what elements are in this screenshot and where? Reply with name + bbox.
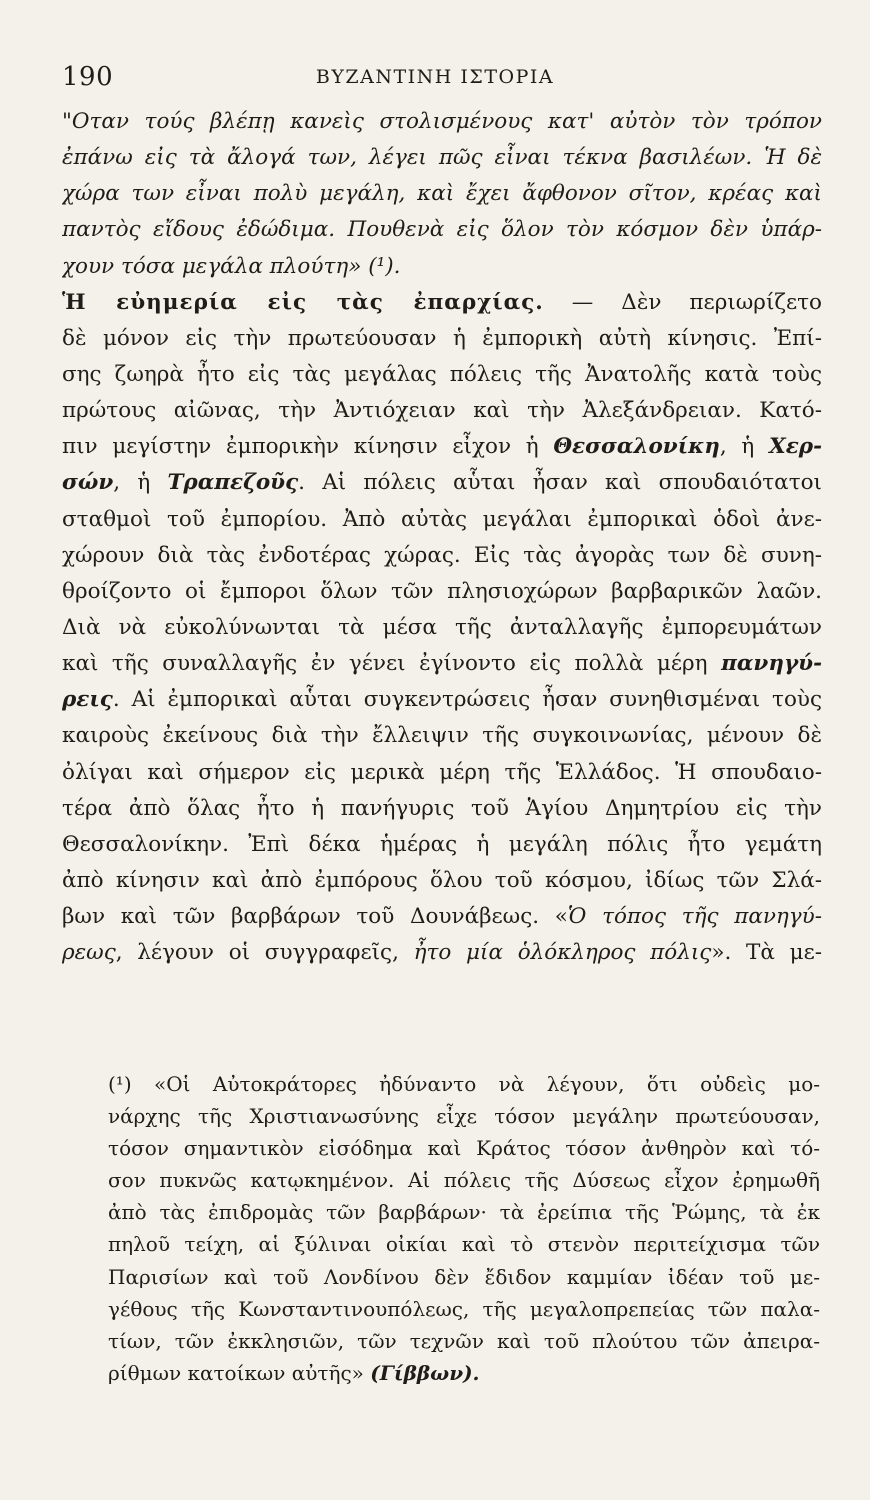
text-line: ὀλίγαι καὶ σήμερον εἰς μερικὰ μέρη τῆς Ἑλλάδος. Ἡ σπουδαιο- — [62, 759, 822, 785]
place-name: Τραπεζοῦς — [167, 470, 299, 496]
text-line: θροίζοντο οἱ ἔμποροι ὅλων τῶν πλησιοχώρων βαρβαρικῶν λαῶν. — [62, 578, 822, 604]
text-span: . Αἱ πόλεις αὗται ἦσαν καὶ σπουδαιότατοι — [298, 470, 822, 496]
footnote-line: ἀπὸ τὰς ἐπιδρομὰς τῶν βαρβάρων· τὰ ἐρείπια τῆς Ῥώμης, τὰ ἐκ — [108, 1200, 820, 1225]
text-line: χώρα των εἶναι πολὺ μεγάλη, καὶ ἔχει ἄφθονον σῖτον, κρέας καὶ — [62, 181, 822, 207]
emphasis-term: ρεις — [62, 687, 113, 713]
text-line: δὲ μόνον εἰς τὴν πρωτεύουσαν ἡ ἐμπορικὴ αὐτὴ κίνησις. Ἐπί- — [62, 325, 822, 351]
page-number: 190 — [62, 62, 114, 92]
text-span: — Δὲν περιωρίζετο — [571, 289, 822, 315]
footnote-line: σον πυκνῶς κατῳκημένον. Αἱ πόλεις τῆς Δύσεως εἶχον ἐρημωθῆ — [108, 1168, 820, 1193]
text-span: , ἡ — [719, 434, 755, 460]
text-span: ρίθμων κατοίκων αὐτῆς» — [108, 1360, 371, 1385]
text-span: . Αἱ ἐμπορικαὶ αὗται συγκεντρώσεις ἦσαν συνηθισμέναι τοὺς — [112, 687, 822, 713]
text-line — [62, 682, 822, 718]
quotation: Ὁ τόπος τῆς πανηγύ- — [567, 904, 822, 930]
text-line — [62, 935, 822, 971]
text-span: , ἡ — [113, 470, 151, 496]
main-text — [62, 104, 822, 971]
text-line — [62, 429, 822, 465]
text-span: , λέγουν οἱ συγγραφεῖς, — [115, 940, 414, 966]
text-line: τέρα ἀπὸ ὅλας ἦτο ἡ πανήγυρις τοῦ Ἁγίου Δημητρίου εἰς τὴν — [62, 795, 822, 821]
footnote-line: (¹) «Οἱ Αὐτοκράτορες ἠδύναντο νὰ λέγουν, ὅτι οὐδεὶς μο- — [108, 1072, 820, 1096]
footnote-line: τίων, τῶν ἐκκλησιῶν, τῶν τεχνῶν καὶ τοῦ πλούτου τῶν ἀπειρα- — [108, 1328, 820, 1353]
quotation: ἦτο μία ὁλόκληρος πόλις — [413, 940, 712, 966]
footnote-line: νάρχης τῆς Χριστιανωσύνης εἶχε τόσον μεγάλην πρωτεύουσαν, — [108, 1104, 820, 1129]
place-name: Χερ- — [769, 434, 822, 460]
text-line: ἐπάνω εἰς τὰ ἄλογά των, λέγει πῶς εἶναι τέκνα βασιλέων. Ἡ δὲ — [62, 145, 822, 171]
footnote-author: (Γίββων). — [370, 1360, 480, 1385]
footnote-line: τόσον σημαντικὸν εἰσόδημα καὶ Κράτος τόσον ἀνθηρὸν καὶ τό- — [108, 1136, 820, 1161]
footnote-line — [108, 1357, 820, 1389]
text-line: σταθμοὶ τοῦ ἐμπορίου. Ἀπὸ αὐτὰς μεγάλαι ἐμπορικαὶ ὁδοὶ ἀνε- — [62, 506, 822, 532]
text-line: χώρουν διὰ τὰς ἐνδοτέρας χώρας. Εἰς τὰς ἀγορὰς των δὲ συνη- — [62, 542, 822, 568]
place-name: σών — [62, 470, 114, 496]
text-span: βων καὶ τῶν βαρβάρων τοῦ Δουνάβεως. « — [62, 904, 568, 930]
text-line — [62, 899, 822, 935]
section-heading: Ἡ εὐημερία εἰς τὰς ἐπαρχίας. — [62, 289, 544, 315]
text-line — [62, 465, 822, 501]
text-line: Διὰ νὰ εὐκολύνωνται τὰ μέσα τῆς ἀνταλλαγῆς ἐμπορευμάτων — [62, 614, 822, 640]
text-line — [62, 646, 822, 682]
text-span: πιν μεγίστην ἐμπορικὴν κίνησιν εἶχον ἡ — [62, 434, 539, 460]
text-span: καὶ τῆς συναλλαγῆς ἐν γένει ἐγίνοντο εἰς πολλὰ μέρη — [62, 651, 708, 677]
text-span: ». Τὰ με- — [711, 940, 822, 966]
footnote-block — [108, 1068, 820, 1389]
footnote-line: γέθους τῆς Κωνσταντινουπόλεως, τῆς μεγαλοπρεπείας τῶν παλα- — [108, 1296, 820, 1321]
text-line: χουν τόσα μεγάλα πλούτη» (¹). — [62, 253, 401, 279]
text-line: Θεσσαλονίκην. Ἐπὶ δέκα ἡμέρας ἡ μεγάλη πόλις ἦτο γεμάτη — [62, 831, 822, 857]
place-name: Θεσσαλονίκη — [553, 434, 720, 460]
text-line: ἀπὸ κίνησιν καὶ ἀπὸ ἐμπόρους ὅλου τοῦ κόσμου, ἰδίως τῶν Σλά- — [62, 867, 822, 893]
footnote-line: Παρισίων καὶ τοῦ Λονδίνου δὲν ἔδιδον καμμίαν ἰδέαν τοῦ με- — [108, 1264, 820, 1289]
quotation: ρεως — [62, 940, 116, 966]
text-line: καιροὺς ἐκείνους διὰ τὴν ἔλλειψιν τῆς συγκοινωνίας, μένουν δὲ — [62, 723, 822, 749]
emphasis-term: πανηγύ- — [721, 651, 822, 677]
text-line: "Οταν τούς βλέπῃ κανεὶς στολισμένους κατ' αὐτὸν τὸν τρόπον — [62, 109, 822, 134]
page-header — [62, 62, 808, 102]
text-line: παντὸς εἴδους ἐδώδιμα. Πουθενὰ εἰς ὅλον τὸν κόσμον δὲν ὑπάρ- — [62, 217, 822, 243]
text-line: σης ζωηρὰ ἦτο εἰς τὰς μεγάλας πόλεις τῆς Ἀνατολῆς κατὰ τοὺς — [62, 361, 822, 387]
running-head: ΒΥΖΑΝΤΙΝΗ ΙΣΤΟΡΙΑ — [315, 66, 555, 88]
text-line: πρώτους αἰῶνας, τὴν Ἀντιόχειαν καὶ τὴν Ἀλεξάνδρειαν. Κατό- — [62, 398, 822, 424]
text-line — [62, 285, 822, 321]
footnote-line: πηλοῦ τείχη, αἱ ξύλιναι οἰκίαι καὶ τὸ στενὸν περιτείχισμα τῶν — [108, 1232, 820, 1257]
